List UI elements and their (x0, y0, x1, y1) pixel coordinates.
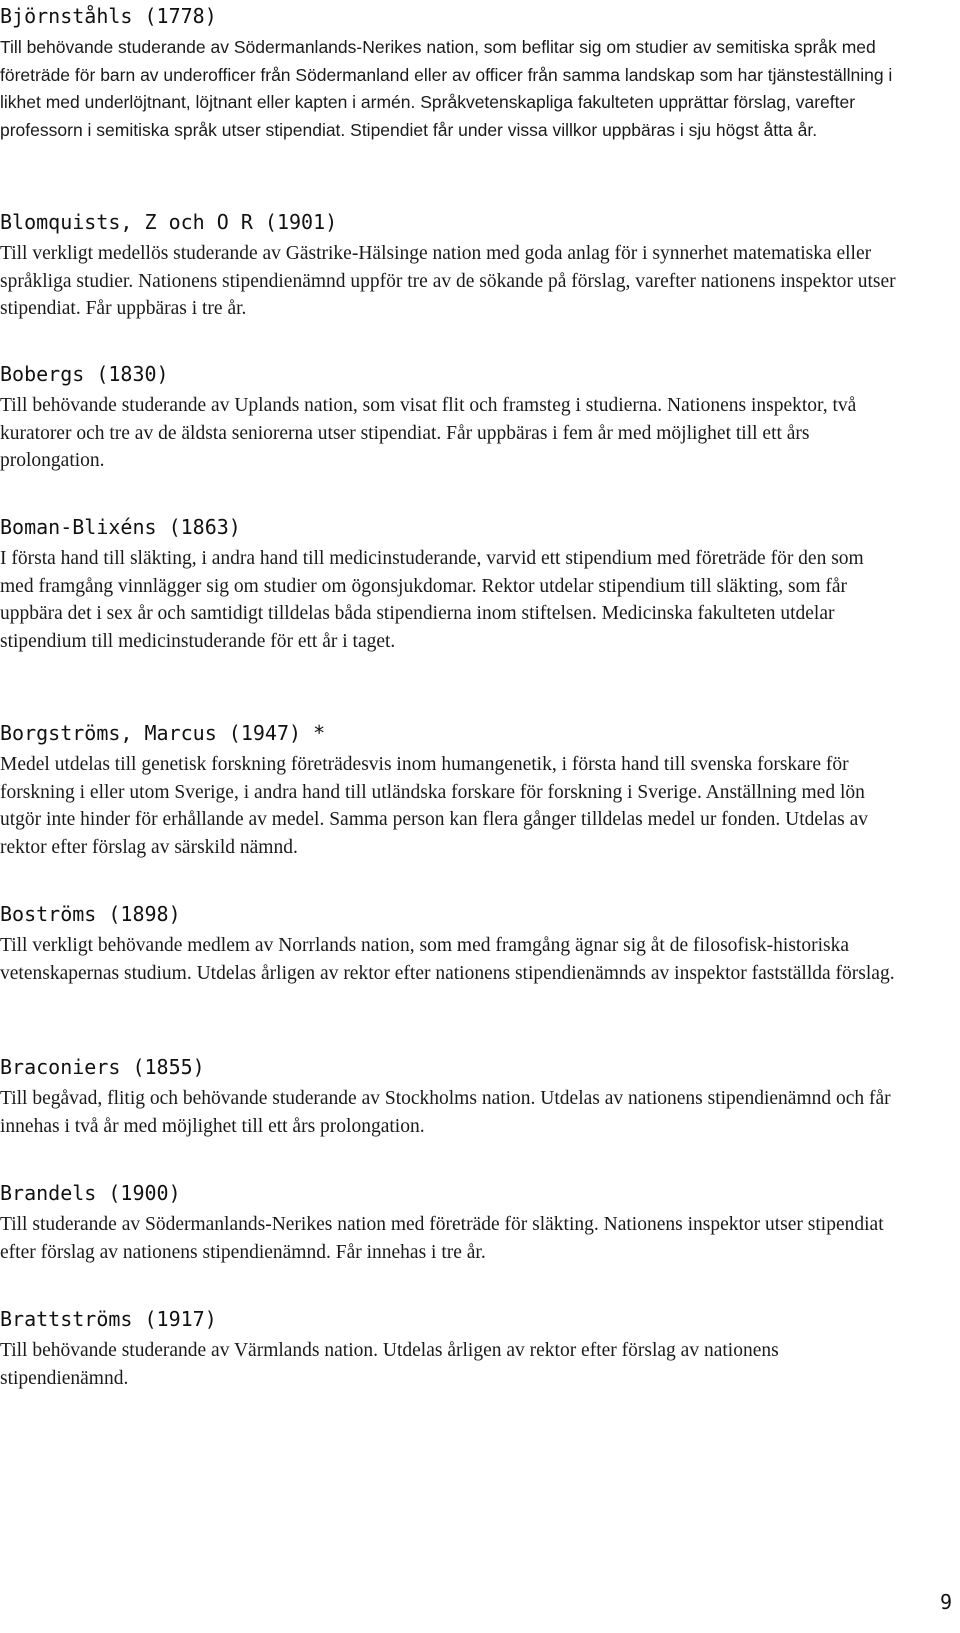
entry-text: Medel utdelas till genetisk forskning företrädesvis inom humangenetik, i första hand till svenska forskare för forskning i eller utom Sverige, i andra hand till utländska forskare för forskning i Sverige. Anställning med lön utgör inte hinder för erhållande av medel. Samma person kan flera gånger tilldelas medel ur fonden. Utdelas av rektor efter förslag av särskild nämnd. (0, 754, 868, 858)
entry-title: Brattströms (1917) (0, 1307, 217, 1331)
entry-text: Till begåvad, flitig och behövande studerande av Stockholms nation. Utdelas av nationens stipendienämnd och får innehas i två år med möjlighet till ett års prolongation. (0, 1088, 891, 1137)
entry-bjornstahls (0, 2, 900, 144)
entry-title: Björnståhls (1778) (0, 4, 217, 28)
entry-text: Till behövande studerande av Södermanlands-Nerikes nation, som beflitar sig om studier av semitiska språk med företräde för barn av underofficer från Södermanland eller av officer från samma landskap som har tjänsteställning i likhet med underlöjtnant, löjtnant eller kapten i armén. Språkvetenskapliga fakulteten upprättar förslag, varefter professorn i semitiska språk utser stipendiat. Stipendiet får under vissa villkor uppbäras i sju högst åtta år. (0, 37, 893, 140)
entry-text: Till studerande av Södermanlands-Nerikes nation med företräde för släkting. Nationens inspektor utser stipendiat efter förslag av nationens stipendienämnd. Får innehas i tre år. (0, 1214, 884, 1263)
entry-bobergs (0, 360, 900, 475)
entry-borgstroms (0, 719, 900, 861)
entry-title: Braconiers (1855) (0, 1055, 205, 1079)
entry-title: Boman-Blixéns (1863) (0, 515, 241, 539)
entry-text: Till verkligt behövande medlem av Norrlands nation, som med framgång ägnar sig åt de filosofisk-historiska vetenskapernas studium. Utdelas årligen av rektor efter nationens stipendienämnds av inspektor fastställda förslag. (0, 935, 895, 984)
entry-brattstroms (0, 1305, 900, 1392)
entry-title: Blomquists, Z och O R (1901) (0, 210, 338, 234)
entry-boman-blixens (0, 513, 900, 655)
entry-braconiers (0, 1053, 900, 1140)
entry-title: Brandels (1900) (0, 1181, 181, 1205)
entry-text: Till verkligt medellös studerande av Gästrike-Hälsinge nation med goda anlag för i synnerhet matematiska eller språkliga studier. Nationens stipendienämnd uppför tre av de sökande på förslag, varefter nationens inspektor utser stipendiat. Får uppbäras i tre år. (0, 243, 896, 319)
entry-bostroms (0, 900, 900, 987)
page-number: 9 (939, 1590, 952, 1614)
entry-text: I första hand till släkting, i andra hand till medicinstuderande, varvid ett stipendium med företräde för den som med framgång vinnlägger sig om studier om ögonsjukdomar. Rektor utdelar stipendium till släkting, som får uppbära det i sex år och samtidigt tilldelas båda stipendierna inom stiftelsen. Medicinska fakulteten utdelar stipendium till medicinstuderande för ett år i taget. (0, 548, 864, 652)
entry-brandels (0, 1179, 900, 1266)
entry-text: Till behövande studerande av Uplands nation, som visat flit och framsteg i studierna. Nationens inspektor, två kuratorer och tre av de äldsta seniorerna utser stipendiat. Får uppbäras i fem år med möjlighet till ett års prolongation. (0, 395, 857, 471)
entry-title: Borgströms, Marcus (1947) * (0, 721, 326, 745)
entry-title: Bobergs (1830) (0, 362, 169, 386)
entry-blomquists (0, 208, 900, 323)
entry-title: Boströms (1898) (0, 902, 181, 926)
entry-text: Till behövande studerande av Värmlands nation. Utdelas årligen av rektor efter förslag av nationens stipendienämnd. (0, 1340, 779, 1389)
